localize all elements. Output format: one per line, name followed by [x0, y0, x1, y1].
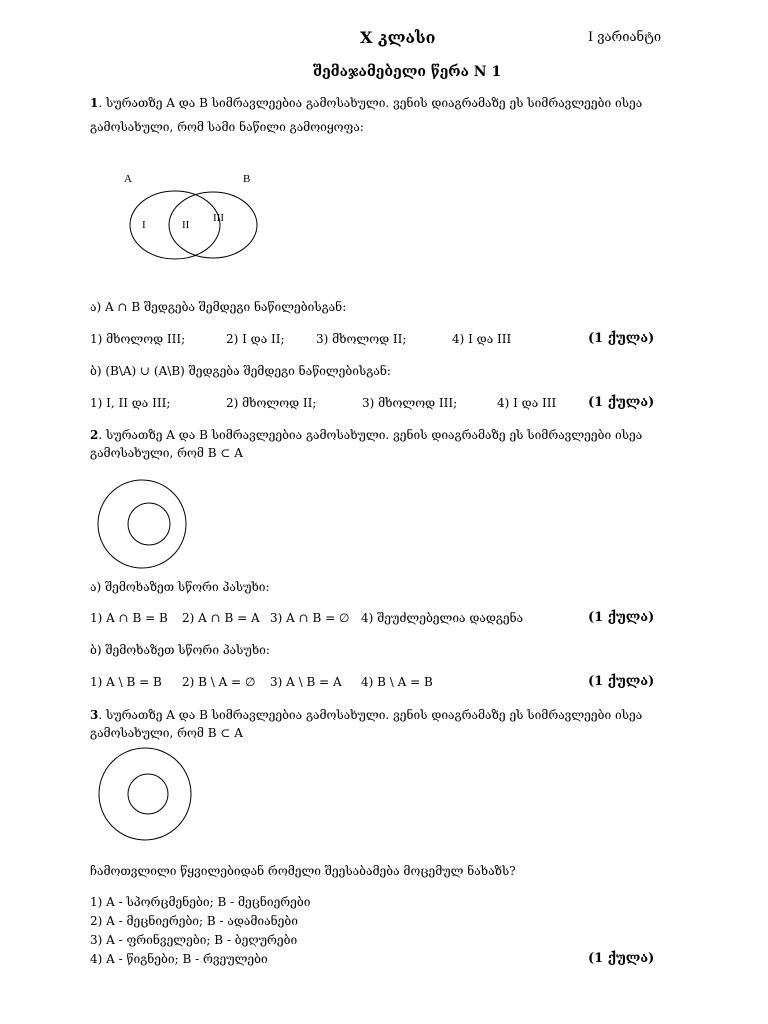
region-3-label: III: [213, 212, 224, 224]
q3-venn-diagram: [97, 748, 193, 842]
q2a-prompt: ა) შემოხაზეთ სწორი პასუხი:: [90, 580, 270, 594]
q1b-option-4[interactable]: 4) I და III: [497, 396, 557, 410]
q2a-option-4[interactable]: 4) შეუძლებელია დადგენა: [361, 611, 524, 625]
q3-option-1[interactable]: 1) A - სპორცმენები; B - მეცნიერები: [90, 895, 311, 909]
q1a-prompt: ა) A ∩ B შედგება შემდეგი ნაწილებისგან:: [90, 300, 347, 314]
q2-text-line2: გამოსახული, რომ B ⊂ A: [90, 446, 243, 460]
q2a-score: (1 ქულა): [588, 610, 655, 625]
q1b-option-2[interactable]: 2) მხოლოდ II;: [226, 396, 317, 410]
q1a-option-2[interactable]: 2) I და II;: [226, 332, 285, 346]
q3-text-line2: გამოსახული, რომ B ⊂ A: [90, 726, 243, 740]
set-b-circle: [128, 774, 168, 814]
q1-text-line2: გამოსახული, რომ სამი ნაწილი გამოიყოფა:: [90, 120, 364, 134]
q2a-option-1[interactable]: 1) A ∩ B = B: [90, 611, 168, 625]
q2b-option-4[interactable]: 4) B \ A = B: [361, 675, 433, 689]
q1a-score: (1 ქულა): [588, 331, 655, 346]
q1a-option-3[interactable]: 3) მხოლოდ II;: [316, 332, 407, 346]
q3-option-4[interactable]: 4) A - წიგნები; B - რვეულები: [90, 952, 268, 966]
set-a-circle: [99, 748, 191, 840]
q2b-option-1[interactable]: 1) A \ B = B: [90, 675, 162, 689]
q2a-option-3[interactable]: 3) A ∩ B = ∅: [270, 611, 350, 625]
q2-number: 2: [90, 428, 99, 442]
q2b-prompt: ბ) შემოხაზეთ სწორი პასუხი:: [90, 643, 270, 657]
q1b-option-1[interactable]: 1) I, II და III;: [90, 396, 171, 410]
q3-option-3[interactable]: 3) A - ფრინველები; B - ბეღურები: [90, 933, 298, 947]
q2b-option-2[interactable]: 2) B \ A = ∅: [182, 675, 256, 689]
set-a-circle: [98, 480, 186, 568]
q1b-option-3[interactable]: 3) მხოლოდ III;: [362, 396, 458, 410]
set-a-label: A: [124, 173, 132, 185]
q2a-option-2[interactable]: 2) A ∩ B = A: [182, 611, 260, 625]
set-b-label: B: [243, 173, 251, 185]
q1-text-line1: 1. სურათზე A და B სიმრავლეებია გამოსახული. ვენის დიაგრამაზე ეს სიმრავლეები ისეა: [90, 96, 643, 110]
test-subtitle: შემაჯამებელი წერა N 1: [313, 64, 502, 80]
q1-venn-diagram: [110, 168, 280, 268]
q3-option-2[interactable]: 2) A - მეცნიერები; B - ადამიანები: [90, 914, 298, 928]
q1-number: 1: [90, 96, 99, 110]
q1a-option-1[interactable]: 1) მხოლოდ III;: [90, 332, 186, 346]
q1b-prompt: ბ) (B\A) ∪ (A\B) შედგება შემდეგი ნაწილებისგან:: [90, 364, 391, 378]
q1a-option-4[interactable]: 4) I და III: [452, 332, 512, 346]
q2b-score: (1 ქულა): [588, 674, 655, 689]
region-2-label: II: [182, 219, 190, 231]
q2-venn-diagram: [96, 478, 196, 572]
page-title: X კლასი: [360, 28, 436, 47]
q1b-score: (1 ქულა): [588, 395, 655, 410]
q3-text-line1: 3. სურათზე A და B სიმრავლეებია გამოსახული. ვენის დიაგრამაზე ეს სიმრავლეები ისეა: [90, 708, 643, 722]
q3-number: 3: [90, 708, 99, 722]
q2b-option-3[interactable]: 3) A \ B = A: [270, 675, 342, 689]
q3-score: (1 ქულა): [588, 951, 655, 966]
q2-text-line1: 2. სურათზე A და B სიმრავლეებია გამოსახული. ვენის დიაგრამაზე ეს სიმრავლეები ისეა: [90, 428, 643, 442]
region-1-label: I: [142, 219, 146, 231]
q3-prompt: ჩამოთვლილი წყვილებიდან რომელი შეესაბამება მოცემულ ნახაზს?: [90, 864, 516, 878]
set-b-circle: [128, 503, 170, 545]
variant-label: I ვარიანტი: [588, 30, 662, 45]
